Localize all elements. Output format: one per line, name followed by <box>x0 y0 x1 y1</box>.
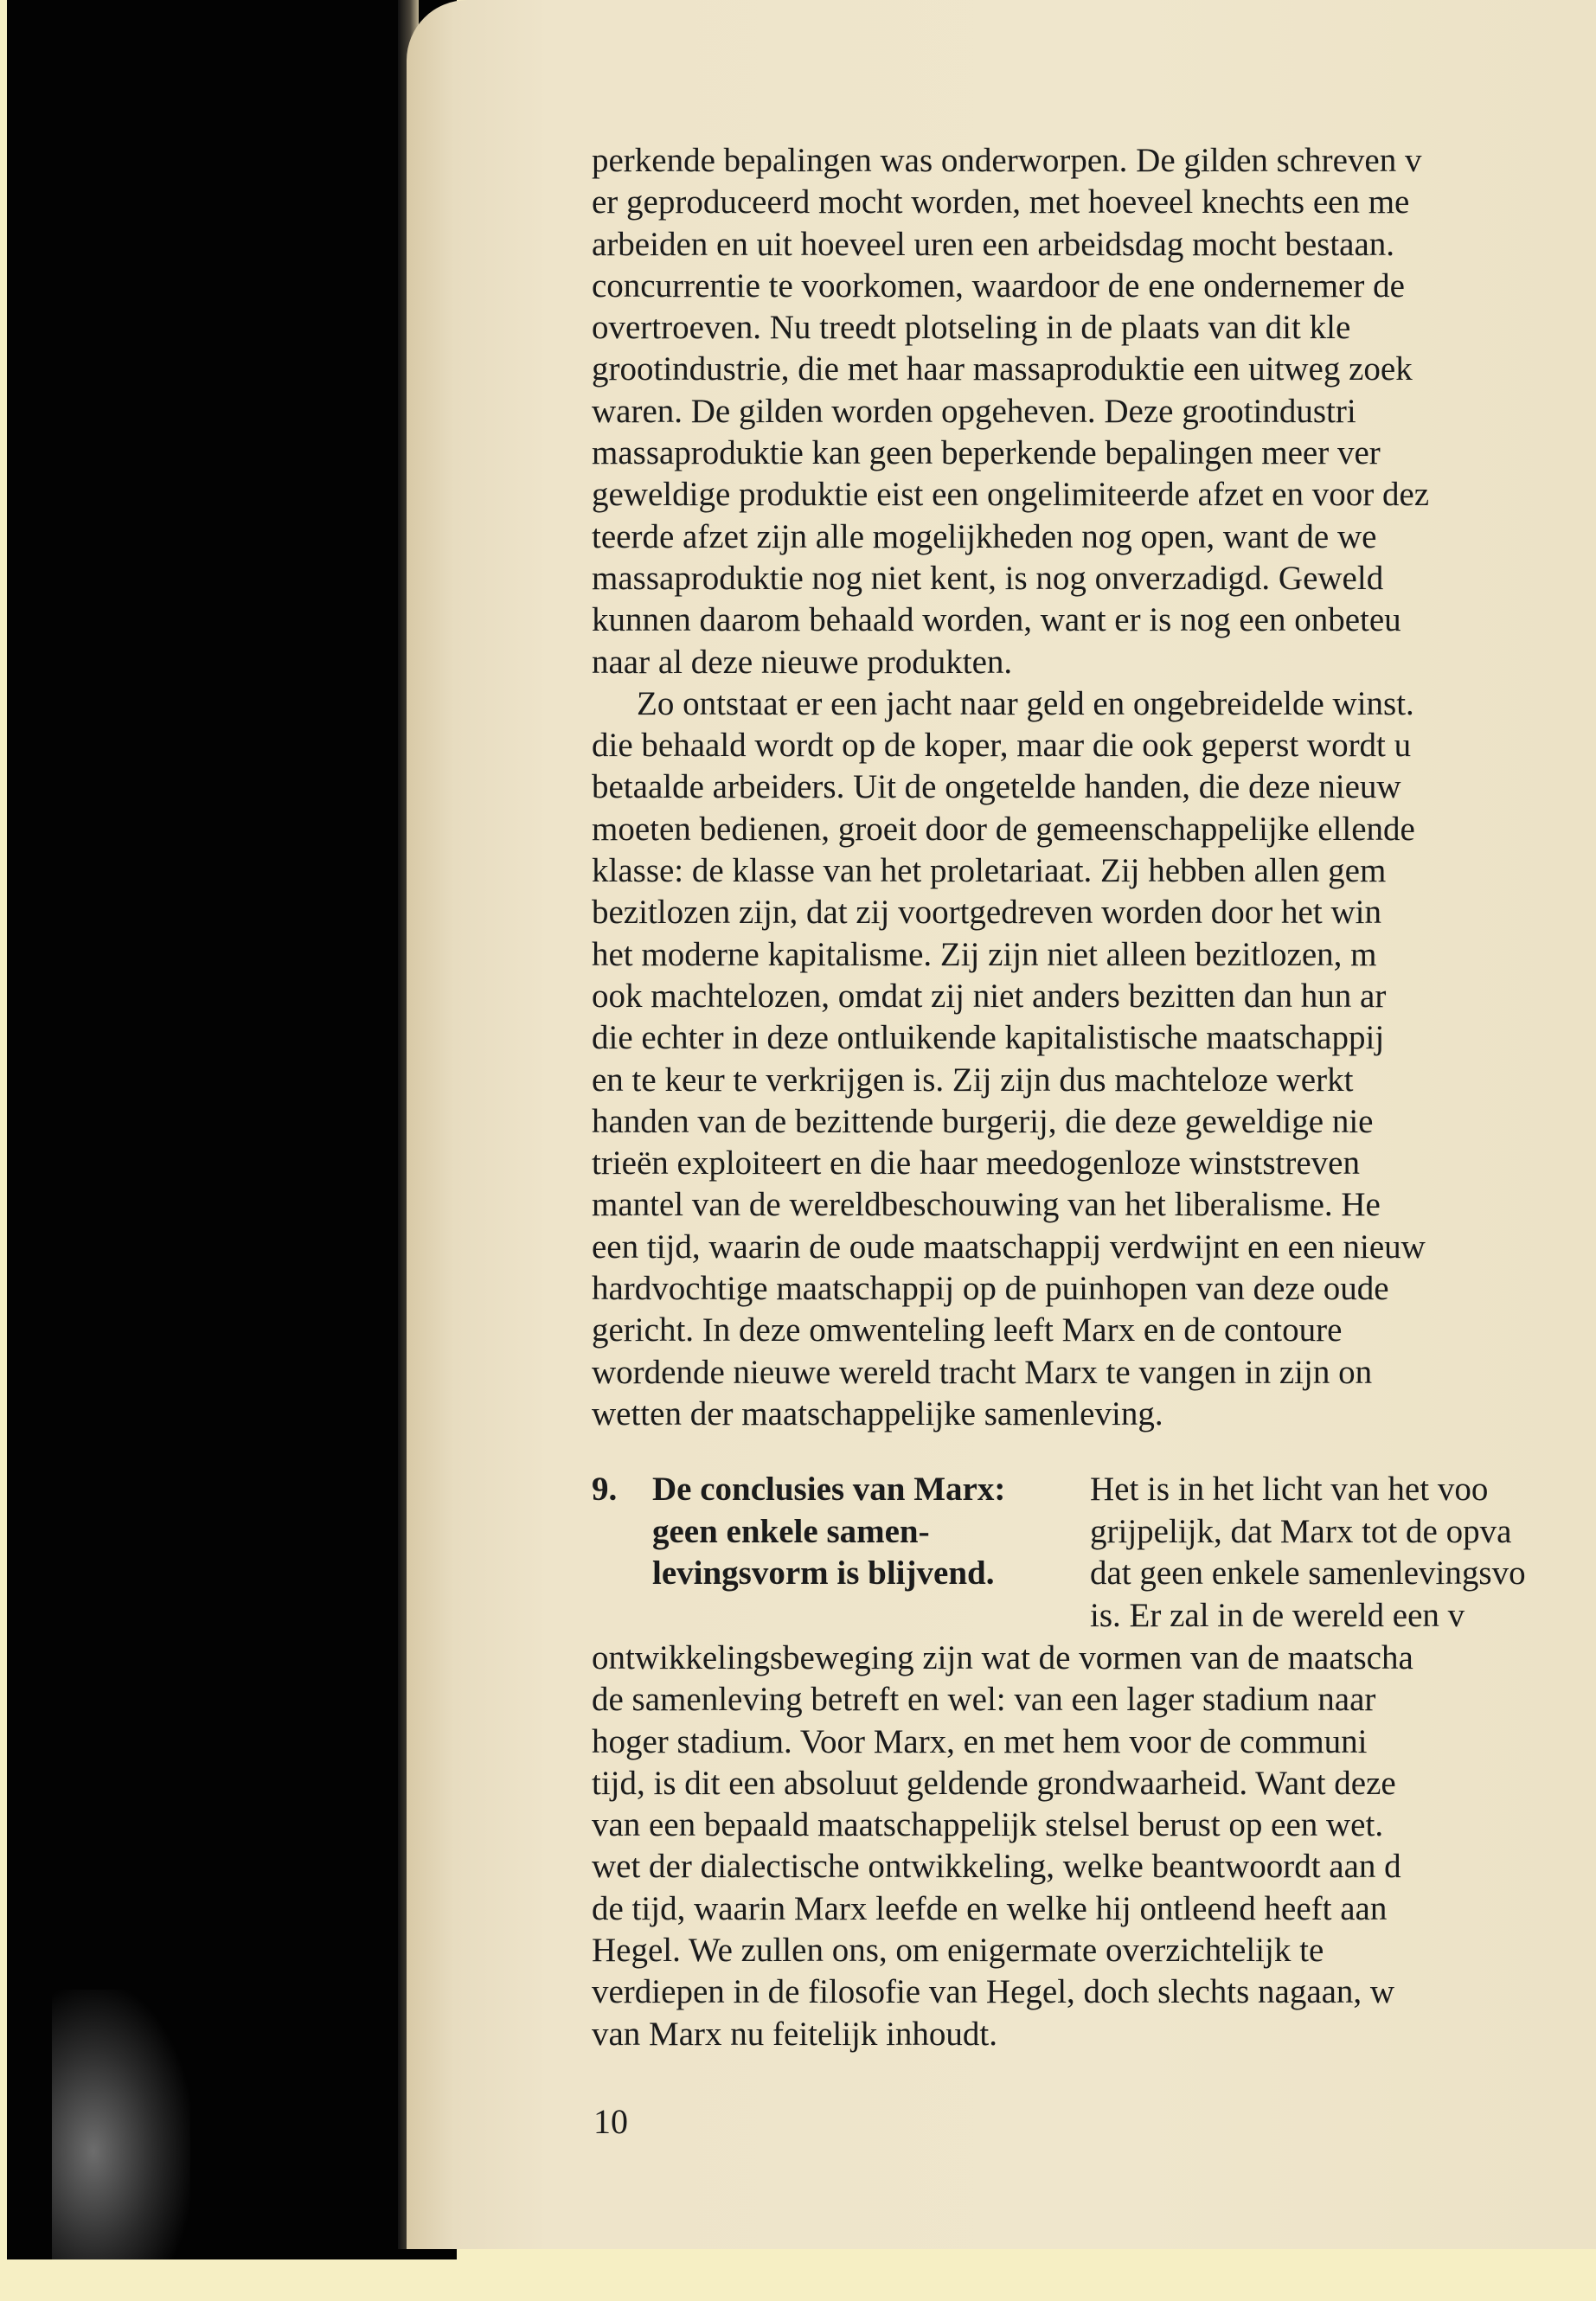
text-line: de tijd, waarin Marx leefde en welke hij ontleend heeft aan <box>592 1889 1388 1927</box>
section-title <box>652 1469 1005 1595</box>
text-line: dat geen enkele samenlevingsvo <box>1090 1554 1526 1592</box>
text-line: verdiepen in de filosofie van Hegel, doch slechts nagaan, w <box>592 1973 1395 2011</box>
text-line: gericht. In deze omwenteling leeft Marx en de contoure <box>592 1311 1343 1349</box>
text-line: wordende nieuwe wereld tracht Marx te vangen in zijn on <box>592 1353 1373 1391</box>
text-line: grijpelijk, dat Marx tot de opva <box>1090 1512 1512 1550</box>
text-line: teerde afzet zijn alle mogelijkheden nog open, want de we <box>592 517 1377 555</box>
section-title-line: levingsvorm is blijvend. <box>652 1554 995 1592</box>
text-line: trieën exploiteert en die haar meedogenloze winststreven <box>592 1144 1360 1183</box>
section-title-line: De conclusies van Marx: <box>652 1471 1006 1508</box>
text-line: een tijd, waarin de oude maatschappij verdwijnt en een nieuw <box>592 1227 1426 1266</box>
text-line: bezitlozen zijn, dat zij voortgedreven worden door het win <box>592 894 1381 932</box>
text-line: kunnen daarom behaald worden, want er is nog een onbeteu <box>592 601 1401 639</box>
text-line: wetten der maatschappelijke samenleving. <box>592 1394 1163 1433</box>
section-side-text <box>1090 1469 1526 1637</box>
text-line: waren. De gilden worden opgeheven. Deze grootindustri <box>592 392 1356 430</box>
text-line: perkende bepalingen was onderworpen. De gilden schreven v <box>592 142 1422 179</box>
text-line: ook machtelozen, omdat zij niet anders bezitten dan hun ar <box>592 977 1387 1015</box>
text-line: hoger stadium. Voor Marx, en met hem voor de communi <box>592 1722 1368 1760</box>
text-line: moeten bedienen, groeit door de gemeenschappelijke ellende <box>592 810 1415 848</box>
text-line: massaproduktie kan geen beperkende bepalingen meer ver <box>592 434 1381 472</box>
text-line: en te keur te verkrijgen is. Zij zijn dus machteloze werkt <box>592 1061 1354 1099</box>
text-line: van Marx nu feitelijk inhoudt. <box>592 2015 997 2053</box>
text-line: betaalde arbeiders. Uit de ongetelde handen, die deze nieuw <box>592 768 1401 806</box>
section-heading <box>592 1469 1596 1642</box>
text-line: massaproduktie nog niet kent, is nog onverzadigd. Geweld <box>592 559 1384 597</box>
text-line: geweldige produktie eist een ongelimiteerde afzet en voor dez <box>592 476 1430 514</box>
text-line: grootindustrie, die met haar massaproduktie een uitweg zoek <box>592 350 1413 388</box>
text-line: het moderne kapitalisme. Zij zijn niet alleen bezitlozen, m <box>592 935 1377 973</box>
text-line: handen van de bezittende burgerij, die deze geweldige nie <box>592 1102 1374 1140</box>
scan-shadow <box>52 1990 190 2259</box>
section-number: 9. <box>592 1471 618 1508</box>
page-number: 10 <box>593 2102 628 2141</box>
text-line: ontwikkelingsbeweging zijn wat de vormen van de maatscha <box>592 1639 1413 1676</box>
text-line: tijd, is dit een absoluut geldende grondwaarheid. Want deze <box>592 1764 1396 1802</box>
text-line: naar al deze nieuwe produkten. <box>592 643 1013 681</box>
text-line: er geproduceerd mocht worden, met hoeveel knechts een me <box>592 183 1410 221</box>
text-line: is. Er zal in de wereld een v <box>1090 1596 1465 1634</box>
text-line: overtroeven. Nu treedt plotseling in de plaats van dit kle <box>592 309 1351 347</box>
text-line: de samenleving betreft en wel: van een lager stadium naar <box>592 1681 1376 1719</box>
text-line: hardvochtige maatschappij op de puinhopen van deze oude <box>592 1270 1389 1308</box>
text-line: arbeiden en uit hoeveel uren een arbeidsdag mocht bestaan. <box>592 225 1395 263</box>
text-line: Zo ontstaat er een jacht naar geld en ongebreidelde winst. <box>637 684 1414 722</box>
text-line: mantel van de wereldbeschouwing van het liberalisme. He <box>592 1186 1381 1224</box>
text-line: van een bepaald maatschappelijk stelsel berust op een wet. <box>592 1806 1384 1844</box>
text-line: die behaald wordt op de koper, maar die ook geperst wordt u <box>592 727 1412 765</box>
body-text-lower <box>592 1638 1596 2055</box>
text-line: concurrentie te voorkomen, waardoor de ene ondernemer de <box>592 266 1405 304</box>
section-title-line: geen enkele samen- <box>652 1512 930 1550</box>
text-line: wet der dialectische ontwikkeling, welke beantwoordt aan d <box>592 1848 1401 1886</box>
dark-scan-margin <box>7 0 457 2259</box>
body-text-upper <box>592 140 1596 1435</box>
text-line: Hegel. We zullen ons, om enigermate overzichtelijk te <box>592 1932 1324 1970</box>
text-line: Het is in het licht van het voo <box>1090 1471 1489 1508</box>
text-line: die echter in deze ontluikende kapitalistische maatschappij <box>592 1019 1385 1057</box>
text-line: klasse: de klasse van het proletariaat. Zij hebben allen gem <box>592 852 1387 890</box>
